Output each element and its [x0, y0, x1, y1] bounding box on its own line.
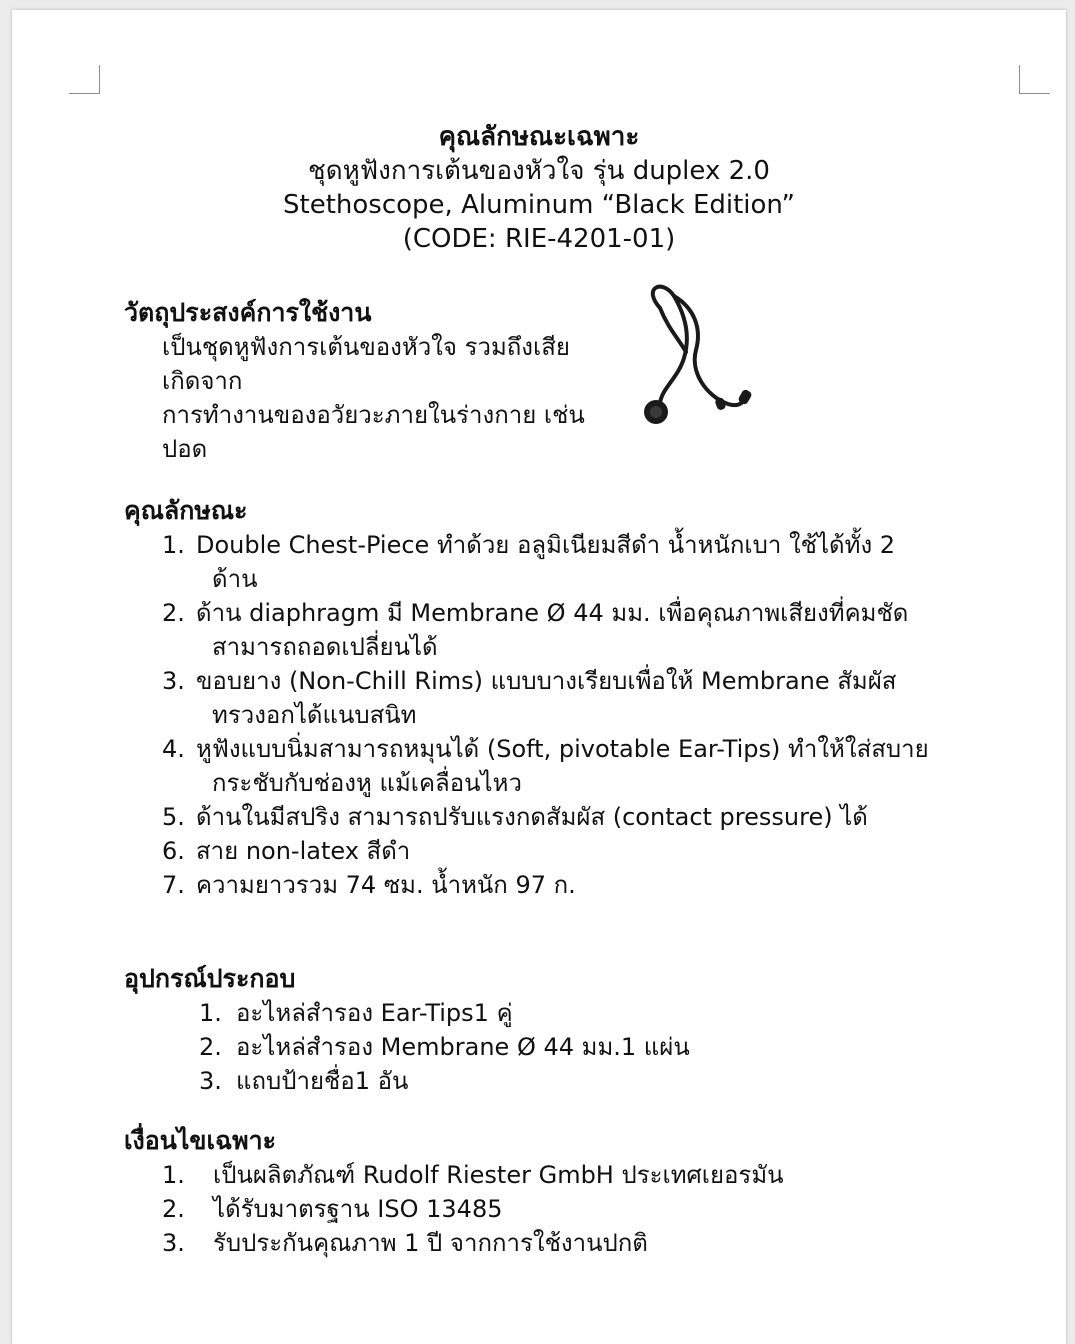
item-number: 7.: [162, 871, 185, 899]
title-code: (CODE: RIE-4201-01): [402, 224, 676, 254]
item-number: 3.: [199, 1067, 222, 1095]
item-text: ด้าน diaphragm มี Membrane Ø 44 มม. เพื่อคุณภาพเสียงที่คมชัด สามารถถอดเปลี่ยนได้: [196, 599, 909, 661]
item-number: 2.: [162, 1195, 185, 1223]
features-section: [124, 494, 1024, 902]
purpose-line: เป็นชุดหูฟังการเต้นของหัวใจ รวมถึงเสีย: [162, 333, 570, 361]
list-item: [124, 1064, 1024, 1098]
item-text: สาย non-latex สีดำ: [196, 837, 411, 865]
item-number: 2.: [162, 599, 185, 627]
accessories-heading: อุปกรณ์ประกอบ: [124, 964, 296, 993]
features-heading: คุณลักษณะ: [124, 496, 248, 525]
item-number: 5.: [162, 803, 185, 831]
purpose-line: การทำงานของอวัยวะภายในร่างกาย เช่น: [162, 401, 585, 429]
list-item: [124, 996, 1024, 1030]
item-number: 3.: [162, 667, 185, 695]
purpose-heading: วัตถุประสงค์การใช้งาน: [124, 298, 372, 327]
document-title: [12, 120, 1066, 256]
item-number: 4.: [162, 735, 185, 763]
list-item: [124, 528, 1024, 596]
list-item: [124, 664, 1024, 732]
list-item: [124, 1226, 1024, 1260]
list-item: [124, 1192, 1024, 1226]
item-number: 1.: [162, 1161, 185, 1189]
item-text: อะไหล่สำรอง Ear-Tips1 คู่: [236, 999, 513, 1027]
conditions-section: [124, 1124, 1024, 1260]
item-text: Double Chest-Piece ทำด้วย อลูมิเนียมสีดำ น้ำหนักเบา ใช้ได้ทั้ง 2 ด้าน: [196, 531, 896, 593]
stethoscope-icon: [653, 287, 746, 406]
list-item: [124, 596, 1024, 664]
stethoscope-image: [632, 278, 762, 438]
list-item: [124, 868, 1024, 902]
crop-mark-top-right: [1019, 65, 1050, 94]
accessories-list: [124, 996, 1024, 1098]
item-number: 2.: [199, 1033, 222, 1061]
conditions-list: [124, 1158, 1024, 1260]
item-number: 1.: [199, 999, 222, 1027]
conditions-heading: เงื่อนไขเฉพาะ: [124, 1126, 277, 1155]
item-text: ได้รับมาตรฐาน ISO 13485: [213, 1195, 503, 1223]
purpose-line: ปอด: [162, 435, 208, 463]
document-page: [12, 10, 1066, 1344]
item-number: 1.: [162, 531, 185, 559]
item-number: 6.: [162, 837, 185, 865]
item-text: ความยาวรวม 74 ซม. น้ำหนัก 97 ก.: [196, 871, 576, 899]
purpose-section: [124, 296, 1024, 466]
features-list: [124, 528, 1024, 902]
list-item: [124, 800, 1024, 834]
item-text: รับประกันคุณภาพ 1 ปี จากการใช้งานปกติ: [213, 1229, 648, 1257]
title-main: คุณลักษณะเฉพาะ: [438, 122, 640, 152]
item-text: หูฟังแบบนิ่มสามารถหมุนได้ (Soft, pivotable Ear-Tips) ทำให้ใส่สบายกระชับกับช่องหู แม้เคลื่อนไหว: [196, 735, 929, 797]
list-item: [124, 732, 1024, 800]
list-item: [124, 834, 1024, 868]
list-item: [124, 1030, 1024, 1064]
item-text: เป็นผลิตภัณฑ์ Rudolf Riester GmbH ประเทศเยอรมัน: [213, 1161, 784, 1189]
item-text: แถบป้ายชื่อ1 อัน: [236, 1067, 409, 1095]
list-item: [124, 1158, 1024, 1192]
crop-mark-top-left: [69, 65, 100, 94]
item-number: 3.: [162, 1229, 185, 1257]
accessories-section: [124, 962, 1024, 1098]
item-text: อะไหล่สำรอง Membrane Ø 44 มม.1 แผ่น: [236, 1033, 690, 1061]
item-text: ขอบยาง (Non-Chill Rims) แบบบางเรียบเพื่อให้ Membrane สัมผัสทรวงอกได้แนบสนิท: [196, 667, 897, 729]
title-product: ชุดหูฟังการเต้นของหัวใจ รุ่น duplex 2.0: [308, 156, 770, 186]
purpose-line: เกิดจาก: [162, 367, 243, 395]
title-english: Stethoscope, Aluminum “Black Edition”: [283, 190, 795, 220]
item-text: ด้านในมีสปริง สามารถปรับแรงกดสัมผัส (contact pressure) ได้: [196, 803, 868, 831]
